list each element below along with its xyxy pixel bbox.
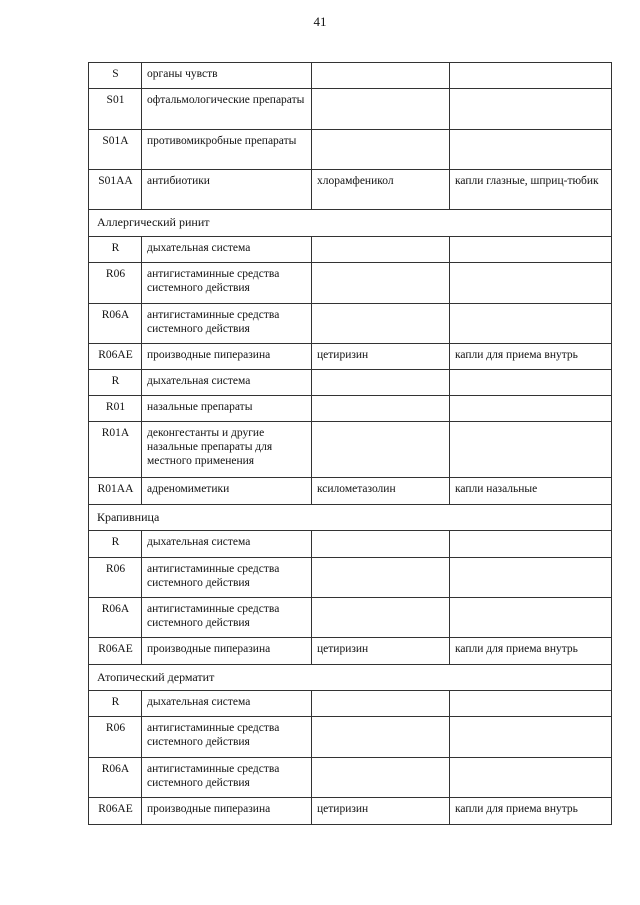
table-row xyxy=(89,344,612,370)
pharmacological-group-cell: производные пиперазина xyxy=(142,638,312,665)
table-row xyxy=(89,130,612,170)
atc-code-cell: R06AE xyxy=(89,638,142,665)
dosage-form-cell xyxy=(450,691,612,717)
dosage-form-cell xyxy=(450,370,612,396)
atc-code-cell: R06 xyxy=(89,263,142,304)
dosage-form-cell: капли для приема внутрь xyxy=(450,798,612,825)
table-row xyxy=(89,237,612,263)
pharmacological-group-cell: деконгестанты и другие назальные препараты для местного применения xyxy=(142,422,312,478)
dosage-form-cell xyxy=(450,130,612,170)
atc-code-cell: S01A xyxy=(89,130,142,170)
atc-code-cell: R01 xyxy=(89,396,142,422)
drug-name-cell xyxy=(312,717,450,758)
pharmacological-group-cell: органы чувств xyxy=(142,63,312,89)
pharmacological-group-cell: антигистаминные средства системного действия xyxy=(142,717,312,758)
dosage-form-cell xyxy=(450,89,612,130)
pharmacological-group-cell: антибиотики xyxy=(142,170,312,210)
table-row xyxy=(89,531,612,558)
section-title: Аллергический ринит xyxy=(89,210,612,237)
table-row xyxy=(89,422,612,478)
page-number: 41 xyxy=(313,14,327,29)
pharmacological-group-cell: дыхательная система xyxy=(142,370,312,396)
pharmacological-group-cell: производные пиперазина xyxy=(142,798,312,825)
atc-code-cell: S01AA xyxy=(89,170,142,210)
table-row xyxy=(89,63,612,89)
drug-name-cell xyxy=(312,63,450,89)
table-row xyxy=(89,598,612,638)
dosage-form-cell xyxy=(450,304,612,344)
dosage-form-cell xyxy=(450,263,612,304)
dosage-form-cell xyxy=(450,531,612,558)
table-row xyxy=(89,558,612,598)
drug-name-cell xyxy=(312,370,450,396)
atc-code-cell: R06 xyxy=(89,558,142,598)
atc-code-cell: R06 xyxy=(89,717,142,758)
drug-name-cell xyxy=(312,304,450,344)
table-body xyxy=(89,63,612,825)
table-row xyxy=(89,758,612,798)
section-title: Атопический дерматит xyxy=(89,665,612,691)
dosage-form-cell xyxy=(450,237,612,263)
dosage-form-cell xyxy=(450,63,612,89)
drug-name-cell xyxy=(312,263,450,304)
drug-name-cell: ксилометазолин xyxy=(312,478,450,505)
table-row xyxy=(89,89,612,130)
drug-name-cell xyxy=(312,422,450,478)
atc-code-cell: R06A xyxy=(89,304,142,344)
dosage-form-cell xyxy=(450,758,612,798)
table-row xyxy=(89,638,612,665)
dosage-form-cell xyxy=(450,598,612,638)
drug-name-cell xyxy=(312,691,450,717)
drug-name-cell xyxy=(312,598,450,638)
atc-code-cell: R xyxy=(89,531,142,558)
dosage-form-cell xyxy=(450,396,612,422)
pharmacological-group-cell: антигистаминные средства системного действия xyxy=(142,758,312,798)
pharmacological-group-cell: противомикробные препараты xyxy=(142,130,312,170)
dosage-form-cell xyxy=(450,558,612,598)
atc-drug-table xyxy=(88,62,612,825)
pharmacological-group-cell: дыхательная система xyxy=(142,531,312,558)
atc-code-cell: S01 xyxy=(89,89,142,130)
pharmacological-group-cell: дыхательная система xyxy=(142,691,312,717)
dosage-form-cell: капли глазные, шприц-тюбик xyxy=(450,170,612,210)
table-row xyxy=(89,478,612,505)
drug-name-cell xyxy=(312,130,450,170)
pharmacological-group-cell: назальные препараты xyxy=(142,396,312,422)
atc-code-cell: R01AA xyxy=(89,478,142,505)
table-row xyxy=(89,304,612,344)
pharmacological-group-cell: дыхательная система xyxy=(142,237,312,263)
drug-name-cell xyxy=(312,758,450,798)
dosage-form-cell: капли для приема внутрь xyxy=(450,638,612,665)
table-row xyxy=(89,370,612,396)
atc-code-cell: R06AE xyxy=(89,798,142,825)
section-title: Крапивница xyxy=(89,505,612,531)
atc-code-cell: R06AE xyxy=(89,344,142,370)
pharmacological-group-cell: производные пиперазина xyxy=(142,344,312,370)
atc-code-cell: R01A xyxy=(89,422,142,478)
pharmacological-group-cell: антигистаминные средства системного действия xyxy=(142,263,312,304)
dosage-form-cell xyxy=(450,422,612,478)
dosage-form-cell xyxy=(450,717,612,758)
atc-code-cell: S xyxy=(89,63,142,89)
table-row xyxy=(89,717,612,758)
drug-name-cell: хлорамфеникол xyxy=(312,170,450,210)
drug-name-cell xyxy=(312,396,450,422)
drug-name-cell: цетиризин xyxy=(312,638,450,665)
pharmacological-group-cell: антигистаминные средства системного действия xyxy=(142,304,312,344)
drug-name-cell xyxy=(312,237,450,263)
table-row xyxy=(89,263,612,304)
drug-name-cell xyxy=(312,531,450,558)
pharmacological-group-cell: офтальмологические препараты xyxy=(142,89,312,130)
table-row xyxy=(89,170,612,210)
section-row xyxy=(89,505,612,531)
drug-name-cell xyxy=(312,558,450,598)
pharmacological-group-cell: антигистаминные средства системного действия xyxy=(142,598,312,638)
section-row xyxy=(89,665,612,691)
dosage-form-cell: капли для приема внутрь xyxy=(450,344,612,370)
dosage-form-cell: капли назальные xyxy=(450,478,612,505)
atc-code-cell: R xyxy=(89,370,142,396)
atc-code-cell: R06A xyxy=(89,758,142,798)
table-row xyxy=(89,396,612,422)
drug-name-cell: цетиризин xyxy=(312,344,450,370)
section-row xyxy=(89,210,612,237)
table-row xyxy=(89,798,612,825)
atc-code-cell: R06A xyxy=(89,598,142,638)
table-row xyxy=(89,691,612,717)
pharmacological-group-cell: адреномиметики xyxy=(142,478,312,505)
atc-code-cell: R xyxy=(89,237,142,263)
atc-code-cell: R xyxy=(89,691,142,717)
drug-name-cell xyxy=(312,89,450,130)
drug-name-cell: цетиризин xyxy=(312,798,450,825)
pharmacological-group-cell: антигистаминные средства системного действия xyxy=(142,558,312,598)
